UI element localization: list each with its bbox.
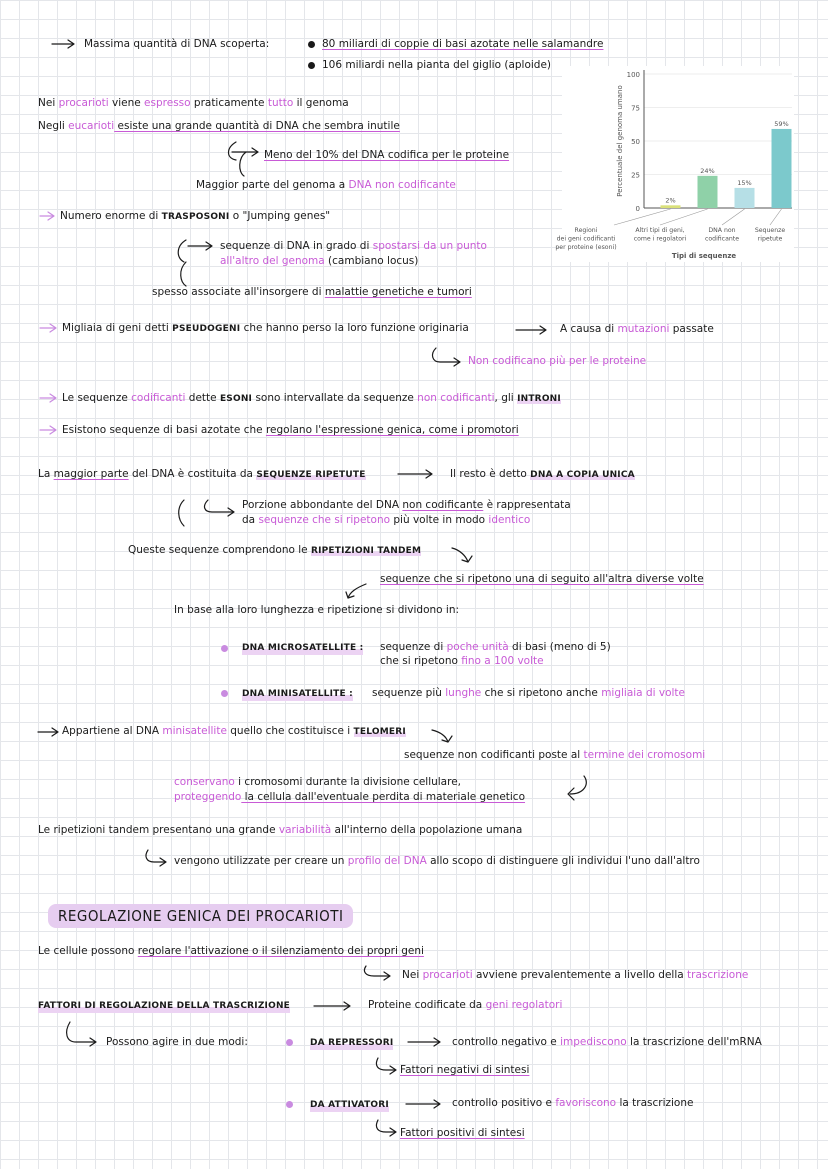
regulator-genes-line: Proteine codificate da geni regolatori [368, 999, 563, 1011]
telomeres-def: sequenze non codificanti poste al termine dei cromosomi [404, 749, 706, 761]
bar [661, 205, 681, 208]
bullet [286, 1039, 293, 1046]
microsatellite-def-2: che si ripetono fino a 100 volte [380, 655, 544, 667]
x-tick-label: dei geni codificanti [556, 235, 616, 243]
regulation-line: Le cellule possono regolare l'attivazione o il silenziamento dei propri geni [38, 945, 424, 957]
bar [735, 188, 755, 208]
promoters-line: Esistono sequenze di basi azotate che regolano l'espressione genica, come i promotori [62, 424, 519, 436]
prokaryote-transcription: Nei procarioti avviene prevalentemente a livello della trascrizione [402, 969, 749, 981]
noncoding-line: Maggior parte del genoma a DNA non codificante [196, 179, 456, 191]
x-tick-label: DNA non [708, 227, 736, 234]
leader-line [770, 209, 782, 225]
data-label: 15% [737, 178, 752, 187]
prokaryote-line: Nei procarioti viene espresso praticamente tutto il genoma [38, 97, 349, 109]
x-tick-label: per proteine (esoni) [555, 244, 617, 251]
pseudogenes-line: Migliaia di geni detti PSEUDOGENI che hanno perso la loro funzione originaria [62, 322, 469, 334]
microsatellite-def-1: sequenze di poche unità di basi (meno di 5) [380, 641, 611, 653]
x-tick-label: codificante [704, 235, 740, 243]
coding-percent: Meno del 10% del DNA codifica per le proteine [264, 149, 510, 161]
salamander-fact: 80 miliardi di coppie di basi azotate nelle salamandre [322, 38, 604, 50]
lily-fact: 106 miliardi nella pianta del giglio (aploide) [322, 59, 552, 71]
x-tick-label: come i regolatori [633, 235, 687, 243]
repressors-def: controllo negativo e impediscono la trascrizione dell'mRNA [452, 1036, 762, 1048]
chart-svg [555, 66, 794, 262]
telomeres-role-1: conservano i cromosomi durante la divisione cellulare, [174, 776, 461, 788]
dna-profile-line: vengono utilizzate per creare un profilo del DNA allo scopo di distinguere gli individui l'uno dall'altro [174, 855, 700, 867]
no-protein-line: Non codificano più per le proteine [468, 355, 647, 367]
microsatellite-label: DNA MICROSATELLITE : [242, 643, 364, 653]
bar [698, 176, 718, 208]
bullet [308, 41, 315, 48]
transposons-def-1: sequenze di DNA in grado di spostarsi da un punto [220, 240, 487, 252]
y-tick-label: 0 [635, 205, 640, 213]
transposons-def-2: all'altro del genoma (cambiano locus) [220, 255, 419, 267]
bullet [308, 62, 315, 69]
activators-label: DA ATTIVATORI [310, 1100, 389, 1110]
y-tick-label: 25 [631, 171, 640, 180]
telomeres-role-2: proteggendo la cellula dall'eventuale perdita di materiale genetico [174, 791, 526, 803]
data-label: 24% [700, 166, 715, 175]
bar [772, 129, 792, 208]
classification-line: In base alla loro lunghezza e ripetizione si dividono in: [174, 604, 460, 616]
abundant-portion-2: da sequenze che si ripetono più volte in modo identico [242, 514, 531, 526]
dna-max-label: Massima quantità di DNA scoperta: [84, 38, 270, 50]
y-tick-label: 100 [626, 71, 640, 79]
y-tick-label: 50 [631, 138, 640, 146]
leader-line [722, 209, 745, 225]
transcription-factors-label: FATTORI DI REGOLAZIONE DELLA TRASCRIZIONE [38, 1001, 291, 1011]
leader-line [614, 209, 671, 225]
bullet [221, 645, 228, 652]
tandem-line: Queste sequenze comprendono le RIPETIZIONI TANDEM [128, 544, 422, 556]
single-copy-line: Il resto è detto DNA A COPIA UNICA [450, 468, 635, 480]
y-axis-label: Percentuale del genoma umano [616, 85, 624, 197]
x-tick-label: ripetute [757, 235, 783, 243]
x-tick-label: Sequenze [754, 227, 786, 234]
data-label: 59% [774, 119, 789, 128]
genome-composition-chart [555, 66, 794, 262]
negative-factors: Fattori negativi di sintesi [400, 1064, 530, 1076]
x-tick-label: Regioni [574, 227, 598, 234]
transposons-line: Numero enorme di TRASPOSONI o "Jumping genes" [60, 210, 331, 222]
positive-factors: Fattori positivi di sintesi [400, 1127, 525, 1139]
x-tick-label: Altri tipi di geni, [635, 227, 685, 234]
two-modes-line: Possono agire in due modi: [106, 1036, 248, 1048]
minisatellite-def: sequenze più lunghe che si ripetono anche migliaia di volte [372, 687, 686, 699]
section-heading: REGOLAZIONE GENICA DEI PROCARIOTI [48, 904, 353, 928]
tandem-def: sequenze che si ripetono una di seguito all'altra diverse volte [380, 573, 704, 585]
mutations-line: A causa di mutazioni passate [560, 323, 714, 335]
bullet [221, 690, 228, 697]
abundant-portion-1: Porzione abbondante del DNA non codificante è rappresentata [242, 499, 571, 511]
data-label: 2% [665, 196, 676, 205]
leader-line [660, 209, 708, 225]
y-tick-label: 75 [631, 104, 640, 113]
repressors-label: DA REPRESSORI [310, 1038, 394, 1048]
eukaryote-line: Negli eucarioti esiste una grande quantità di DNA che sembra inutile [38, 120, 400, 132]
diseases-line: spesso associate all'insorgere di malattie genetiche e tumori [152, 286, 472, 298]
telomeres-line: Appartiene al DNA minisatellite quello che costituisce i TELOMERI [62, 725, 406, 737]
x-axis-label: Tipi di sequenze [671, 252, 737, 260]
bullet [286, 1101, 293, 1108]
exons-line: Le sequenze codificanti dette ESONI sono intervallate da sequenze non codificanti, gli INTRONI [62, 392, 561, 404]
minisatellite-label: DNA MINISATELLITE : [242, 689, 353, 699]
repeated-seq-line: La maggior parte del DNA è costituita da SEQUENZE RIPETUTE [38, 468, 366, 480]
variability-line: Le ripetizioni tandem presentano una grande variabilità all'interno della popolazione umana [38, 824, 523, 836]
activators-def: controllo positivo e favoriscono la trascrizione [452, 1097, 694, 1109]
